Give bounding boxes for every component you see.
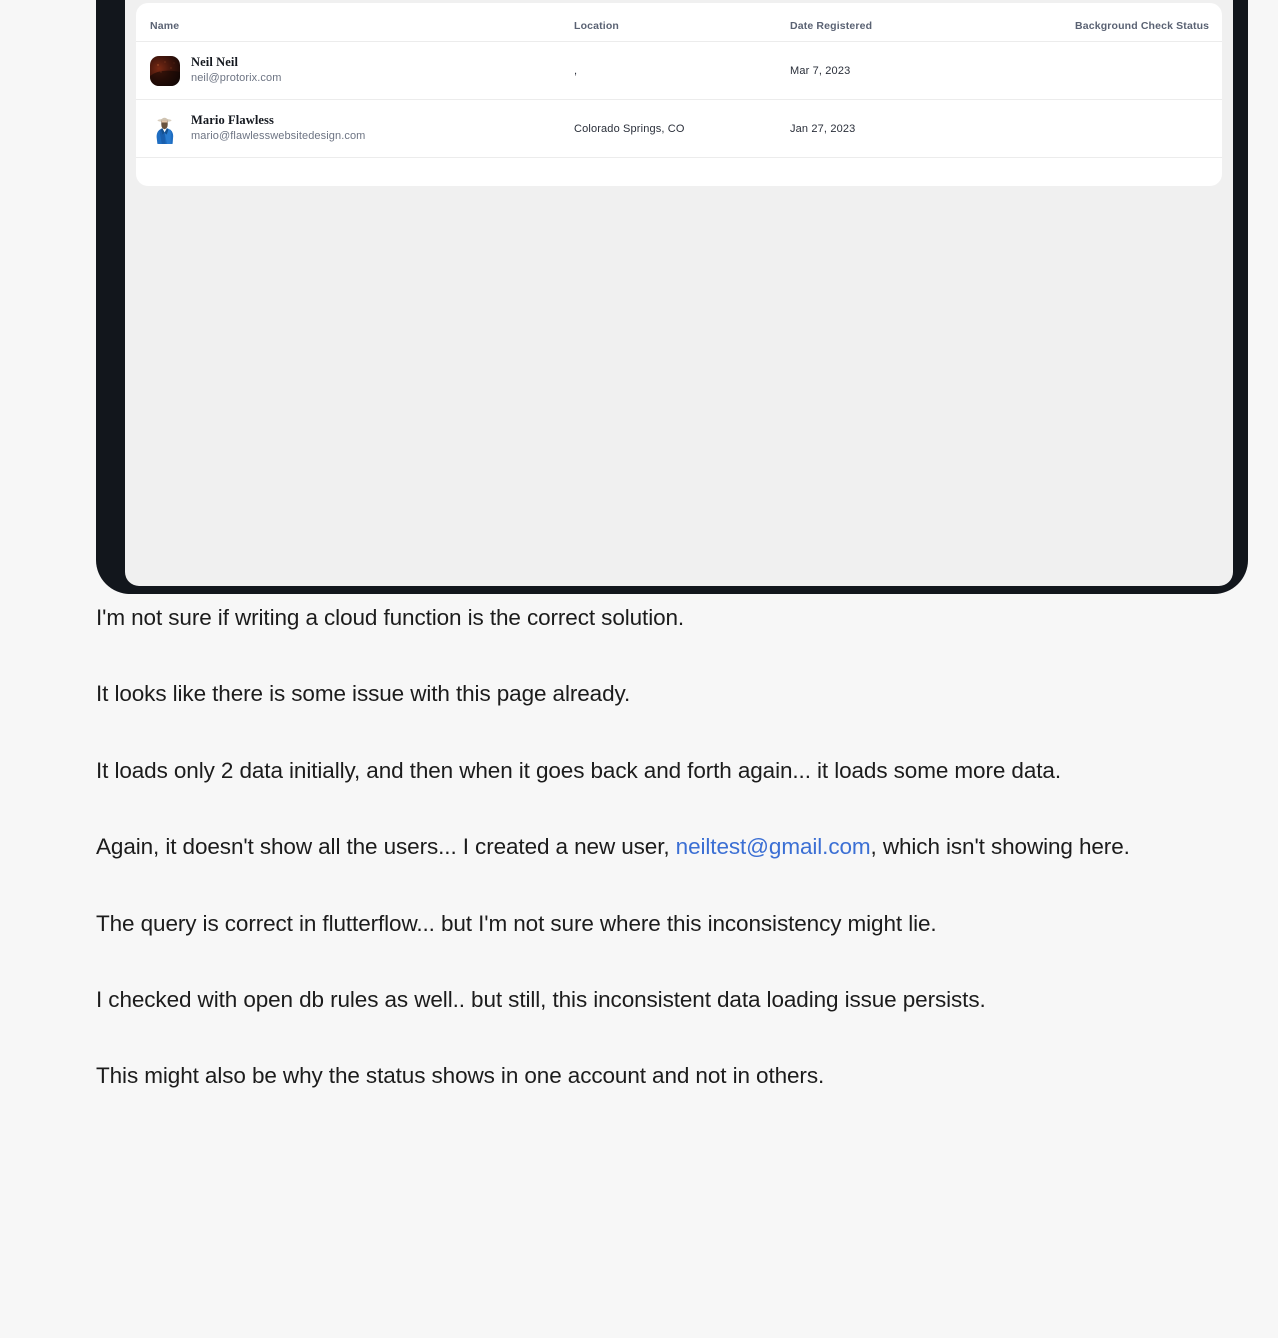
column-header-name[interactable]: Name	[150, 20, 180, 32]
user-name: Mario Flawless	[191, 113, 274, 128]
table-row[interactable]	[136, 41, 1222, 99]
user-location: ,	[574, 64, 578, 77]
paragraph-2: It looks like there is some issue with this page already.	[96, 681, 631, 707]
user-text-block	[191, 113, 365, 143]
link-paragraph-before: Again, it doesn't show all the users... I created a new user,	[96, 834, 676, 860]
paragraph-1: I'm not sure if writing a cloud function is the correct solution.	[96, 605, 685, 630]
paragraph-4: The query is correct in flutterflow... but I'm not sure where this inconsistency might lie.	[96, 910, 937, 936]
column-header-date[interactable]: Date Registered	[790, 20, 873, 32]
paragraph-6: This might also be why the status shows in one account and not in others.	[96, 1063, 825, 1089]
avatar	[150, 56, 180, 86]
column-header-location[interactable]: Location	[574, 20, 619, 32]
table-row-empty	[136, 157, 1222, 186]
user-date-registered: Mar 7, 2023	[790, 64, 851, 77]
user-location: Colorado Springs, CO	[574, 122, 685, 135]
paragraph-with-email-link	[96, 831, 1216, 863]
user-text-block	[191, 55, 282, 85]
phone-mockup	[96, 0, 1248, 594]
user-identity-cell	[150, 113, 574, 143]
paragraph-3: It loads only 2 data initially, and then when it goes back and forth again... it loads some more data.	[96, 757, 1061, 783]
user-email: neil@protorix.com	[191, 71, 282, 84]
avatar	[150, 114, 180, 144]
table-row[interactable]	[136, 99, 1222, 157]
user-name: Neil Neil	[191, 55, 239, 70]
user-date-registered: Jan 27, 2023	[790, 122, 856, 135]
user-email: mario@flawlesswebsitedesign.com	[191, 129, 366, 142]
link-paragraph-after: , which isn't showing here.	[870, 834, 1130, 860]
users-table	[136, 3, 1222, 186]
post-body	[96, 602, 1216, 1093]
phone-screen	[125, 0, 1233, 586]
user-identity-cell	[150, 55, 574, 85]
table-header-row	[136, 3, 1222, 41]
email-link[interactable]: neiltest@gmail.com	[675, 834, 871, 860]
paragraph-5: I checked with open db rules as well.. but still, this inconsistent data loading issue persists.	[96, 986, 986, 1012]
column-header-bg-status[interactable]: Background Check Status	[1075, 20, 1210, 32]
